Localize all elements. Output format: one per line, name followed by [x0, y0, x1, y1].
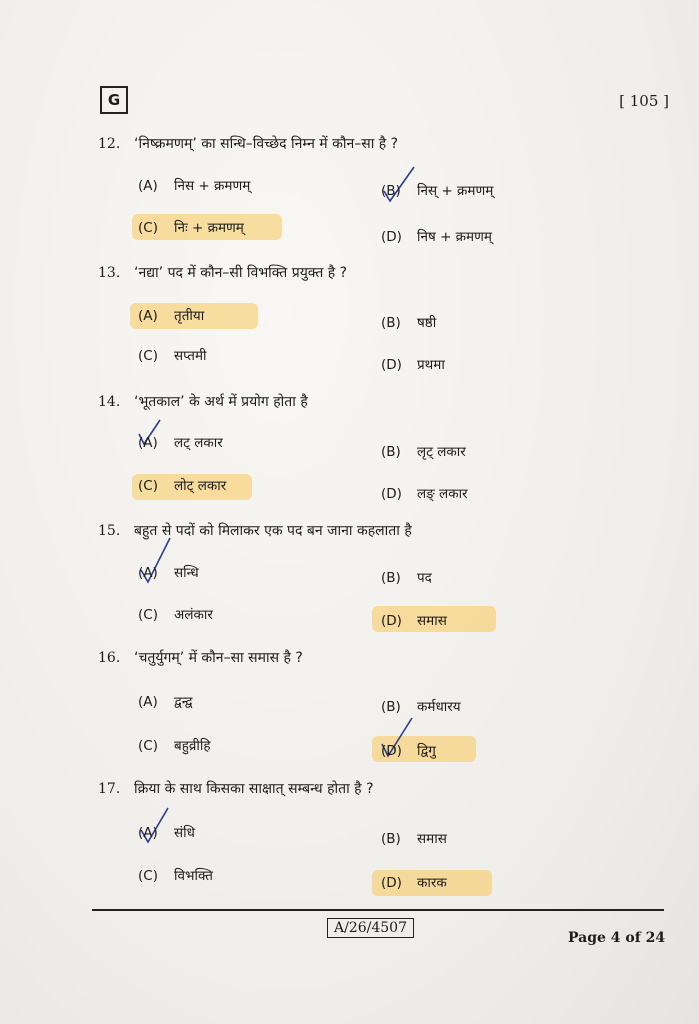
option-label: (A): [138, 178, 158, 194]
option-text: द्वन्द्व: [174, 694, 193, 710]
option-label: (D): [381, 486, 402, 502]
paper-code-box: A/26/4507: [327, 918, 414, 938]
option-c[interactable]: [138, 346, 207, 364]
option-b[interactable]: [381, 313, 436, 331]
option-text: समास: [417, 831, 447, 847]
question-number: 14.: [98, 394, 121, 410]
option-text: लङ् लकार: [417, 486, 468, 502]
question-number: 17.: [98, 781, 121, 797]
option-label: (C): [138, 348, 158, 364]
option-a[interactable]: [138, 823, 195, 841]
option-text: कारक: [417, 875, 447, 891]
option-a[interactable]: [138, 433, 223, 451]
question-12: [98, 134, 398, 153]
question-text: क्रिया के साथ किसका साक्षात् सम्बन्ध होता है ?: [134, 781, 374, 797]
set-code-box: G: [100, 86, 128, 114]
option-a[interactable]: [138, 176, 250, 194]
option-d[interactable]: [381, 355, 445, 373]
option-text: अलंकार: [174, 607, 213, 623]
option-label: (C): [138, 868, 158, 884]
option-d[interactable]: [381, 741, 436, 759]
option-label: (A): [138, 825, 158, 841]
question-number: 13.: [98, 265, 121, 281]
option-text: निस् + क्रमणम्: [417, 183, 494, 199]
option-d[interactable]: [381, 611, 447, 629]
option-d[interactable]: [381, 873, 447, 891]
option-text: षष्ठी: [417, 315, 437, 331]
option-c[interactable]: [138, 218, 244, 236]
option-b[interactable]: [381, 697, 461, 715]
option-text: निष + क्रमणम्: [417, 229, 492, 245]
option-label: (A): [138, 308, 158, 324]
option-a[interactable]: [138, 306, 204, 324]
option-text: विभक्ति: [174, 868, 213, 884]
option-text: पद: [417, 570, 432, 586]
question-13: [98, 263, 347, 282]
option-label: (C): [138, 738, 158, 754]
option-text: सन्धि: [174, 565, 199, 581]
option-label: (D): [381, 875, 402, 891]
option-label: (A): [138, 435, 158, 451]
option-text: लोट् लकार: [174, 478, 227, 494]
question-text: ‘नद्या’ पद में कौन–सी विभक्ति प्रयुक्त है ?: [134, 265, 348, 281]
option-text: निः + क्रमणम्: [174, 220, 244, 236]
option-c[interactable]: [138, 866, 213, 884]
option-text: समास: [417, 613, 447, 629]
option-label: (B): [381, 570, 401, 586]
option-label: (D): [381, 357, 402, 373]
option-label: (B): [381, 831, 401, 847]
question-17: [98, 779, 374, 798]
option-b[interactable]: [381, 829, 447, 847]
option-text: बहुव्रीहि: [174, 738, 211, 754]
option-d[interactable]: [381, 484, 468, 502]
question-number: 16.: [98, 650, 121, 666]
option-label: (B): [381, 315, 401, 331]
question-text: ‘भूतकाल’ के अर्थ में प्रयोग होता है: [134, 394, 308, 410]
option-text: द्विगु: [417, 743, 436, 759]
exam-page-number: [ 105 ]: [619, 92, 669, 110]
footer-page-indicator: Page 4 of 24: [568, 930, 666, 946]
option-label: (D): [381, 743, 402, 759]
question-number: 15.: [98, 523, 121, 539]
option-label: (A): [138, 565, 158, 581]
option-c[interactable]: [138, 736, 211, 754]
option-text: प्रथमा: [417, 357, 445, 373]
option-label: (C): [138, 478, 158, 494]
footer-rule: [92, 909, 664, 911]
option-b[interactable]: [381, 568, 432, 586]
option-text: निस + क्रमणम्: [174, 178, 251, 194]
option-d[interactable]: [381, 227, 492, 245]
option-label: (D): [381, 229, 402, 245]
option-label: (B): [381, 699, 401, 715]
option-b[interactable]: [381, 181, 493, 199]
question-15: [98, 521, 412, 540]
option-text: कर्मधारय: [417, 699, 461, 715]
option-label: (D): [381, 613, 402, 629]
option-b[interactable]: [381, 442, 466, 460]
option-text: तृतीया: [174, 308, 205, 324]
option-label: (C): [138, 607, 158, 623]
option-text: लट् लकार: [174, 435, 223, 451]
question-text: बहुत से पदों को मिलाकर एक पद बन जाना कहलाता है: [134, 523, 412, 539]
question-text: ‘चतुर्युगम्’ में कौन–सा समास है ?: [134, 650, 303, 666]
option-c[interactable]: [138, 605, 213, 623]
option-label: (A): [138, 694, 158, 710]
question-text: ‘निष्क्रमणम्’ का सन्धि–विच्छेद निम्न में कौन–सा है ?: [134, 136, 399, 152]
option-a[interactable]: [138, 563, 199, 581]
option-label: (B): [381, 183, 401, 199]
option-text: लृट् लकार: [417, 444, 466, 460]
question-number: 12.: [98, 136, 121, 152]
option-text: सप्तमी: [174, 348, 207, 364]
option-label: (B): [381, 444, 401, 460]
option-c[interactable]: [138, 476, 226, 494]
option-text: संधि: [174, 825, 195, 841]
question-14: [98, 392, 308, 411]
option-a[interactable]: [138, 692, 193, 710]
option-label: (C): [138, 220, 158, 236]
question-16: [98, 648, 303, 667]
